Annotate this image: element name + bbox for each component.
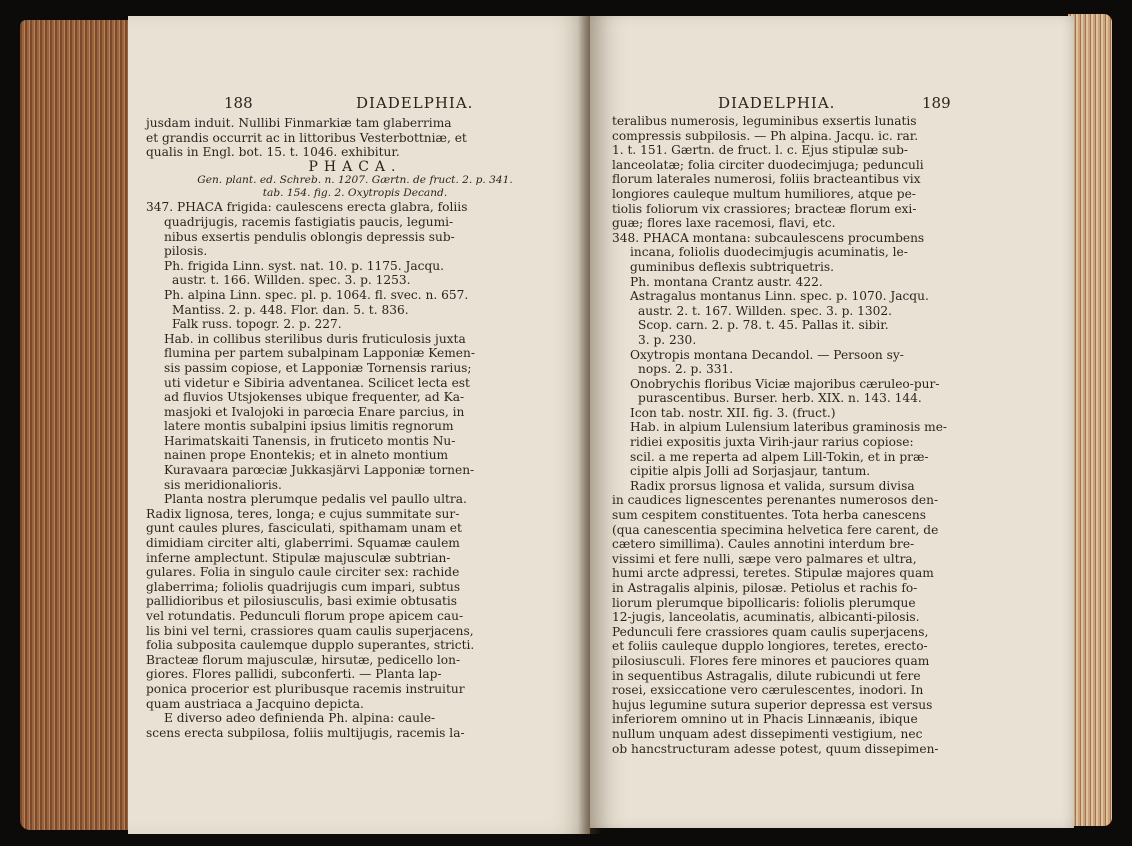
text-line: pallidioribus et pilosiusculis, basi eximie obtusatis	[146, 594, 458, 609]
text-line: tiolis foliorum vix crassiores; bracteæ florum exi-	[612, 201, 917, 216]
description-line: E diverso adeo definienda Ph. alpina: caule-	[164, 711, 436, 726]
text-line: cipitie alpis Jolli ad Sorjasjaur, tantum.	[630, 464, 871, 479]
right-page	[590, 16, 1074, 828]
text-line: uti videtur e Sibiria adventanea. Scilicet lecta est	[164, 375, 470, 390]
text-line: lanceolatæ; folia circiter duodecimjuga; pedunculi	[612, 157, 924, 172]
icon-reference: Icon tab. nostr. XII. fig. 3. (fruct.)	[630, 405, 836, 420]
text-line: ridiei expositis juxta Virih-jaur rarius copiose:	[630, 435, 914, 450]
text-line: compressis subpilosis. — Ph alpina. Jacqu. ic. rar.	[612, 128, 919, 143]
text-line: longiores cauleque multum humiliores, atque pe-	[612, 186, 916, 201]
text-line: Harimatskaiti Tanensis, in fruticeto montis Nu-	[164, 433, 456, 448]
running-head-left: DIADELPHIA.	[356, 94, 474, 112]
page-number-left: 188	[224, 94, 253, 112]
species-entry: 347. PHACA frigida: caulescens erecta glabra, foliis	[146, 200, 468, 215]
text-line: sis meridionalioris.	[164, 477, 282, 492]
text-line: 1. t. 151. Gærtn. de fruct. l. c. Ejus stipulæ sub-	[612, 143, 909, 158]
text-line: florum laterales numerosi, foliis bracteantibus vix	[612, 172, 921, 187]
text-line: dimidiam circiter alti, glaberrimi. Squamæ caulem	[146, 536, 460, 551]
text-line: humi arcte adpressi, teretes. Stipulæ majores quam	[612, 566, 934, 581]
text-line: ponica procerior est pluribusque racemis instruitur	[146, 681, 465, 696]
text-line: guminibus deflexis subtriquetris.	[630, 259, 835, 274]
text-line: inferne amplectunt. Stipulæ majusculæ subtrian-	[146, 550, 451, 565]
synonym-line: Ph. alpina Linn. spec. pl. p. 1064. fl. svec. n. 657.	[164, 287, 469, 302]
description-line: Planta nostra plerumque pedalis vel paullo ultra.	[164, 492, 467, 507]
text-line: Pedunculi fere crassiores quam caulis superjacens,	[612, 624, 929, 639]
synonym-line: purascentibus. Burser. herb. XIX. n. 143. 144.	[638, 391, 922, 406]
text-line: in Astragalis alpinis, pilosæ. Petiolus et rachis fo-	[612, 581, 918, 595]
text-line: lis bini vel terni, crassiores quam caulis superjacens,	[146, 623, 474, 638]
synonym-line: Scop. carn. 2. p. 78. t. 45. Pallas it. sibir.	[638, 318, 889, 333]
text-line: pilosiusculi. Flores fere minores et pauciores quam	[612, 653, 930, 668]
text-line: quadrijugis, racemis fastigiatis paucis, legumi-	[164, 214, 454, 229]
text-line: hujus legumine sutura superior depressa est versus	[612, 697, 933, 712]
page-number-right: 189	[922, 94, 951, 112]
synonym-line: Ph. montana Crantz austr. 422.	[630, 274, 823, 289]
synonym-line: Oxytropis montana Decandol. — Persoon sy-	[630, 347, 904, 362]
species-entry: 348. PHACA montana: subcaulescens procumbens	[612, 230, 925, 245]
left-page-edges	[20, 20, 132, 830]
text-line: liorum plerumque bipollicaris: foliolis plerumque	[612, 595, 916, 610]
text-line: vel rotundatis. Pedunculi florum prope apicem cau-	[146, 609, 464, 623]
text-line: nainen prope Enontekis; et in alneto montium	[164, 448, 449, 463]
text-line: in caudices lignescentes perenantes numerosos den-	[612, 493, 939, 508]
text-line: et foliis cauleque dupplo longiores, teretes, erecto-	[612, 639, 928, 654]
text-line: gulares. Folia in singulo caule circiter sex: rachide	[146, 565, 460, 580]
text-line: ob hancstructuram adesse potest, quum dissepimen-	[612, 741, 939, 756]
habitat-line: Hab. in collibus sterilibus duris fruticulosis juxta	[164, 331, 466, 346]
text-line: Radix lignosa, teres, longa; e cujus summitate sur-	[146, 506, 460, 521]
text-line: nibus exsertis pendulis oblongis depressis sub-	[164, 229, 455, 244]
text-line: et grandis occurrit ac in littoribus Vesterbottniæ, et	[146, 130, 467, 145]
text-line: pilosis.	[164, 244, 208, 259]
text-line: rosei, exsiccatione vero cærulescentes, inodori. In	[612, 683, 924, 698]
genus-reference: Gen. plant. ed. Schreb. n. 1207. Gærtn. de fruct. 2. p. 341.	[197, 174, 513, 187]
left-page-text	[146, 116, 564, 740]
text-line: Bracteæ florum majusculæ, hirsutæ, pedicello lon-	[146, 652, 461, 667]
text-line: inferiorem omnino ut in Phacis Linnæanis, ibique	[612, 712, 918, 727]
text-line: incana, foliolis duodecimjugis acuminatis, le-	[630, 245, 908, 260]
text-line: qualis in Engl. bot. 15. t. 1046. exhibitur.	[146, 145, 400, 160]
running-head-right: DIADELPHIA.	[718, 94, 836, 112]
text-line: latere montis subalpini ipsius limitis regnorum	[164, 419, 454, 434]
text-line: cætero simillima). Caules annotini interdum bre-	[612, 537, 915, 552]
genus-heading: PHACA.	[308, 158, 402, 175]
text-line: giores. Flores pallidi, subconferti. — Planta lap-	[146, 667, 442, 682]
text-line: masjoki et Ivalojoki in parœcia Enare parcius, in	[164, 404, 465, 419]
text-line: jusdam induit. Nullibi Finmarkiæ tam glaberrima	[146, 116, 452, 130]
text-line: sum cespitem constituentes. Tota herba canescens	[612, 508, 926, 523]
synonym-line: 3. p. 230.	[638, 332, 697, 347]
synonym-line: Ph. frigida Linn. syst. nat. 10. p. 1175. Jacqu.	[164, 258, 444, 273]
text-line: (qua canescentia specimina helvetica fere carent, de	[612, 522, 939, 537]
synonym-line: austr. 2. t. 167. Willden. spec. 3. p. 1302.	[638, 303, 893, 318]
text-line: sis passim copiose, et Lapponiæ Tornensis rarius;	[164, 360, 472, 375]
text-line: Kuravaara parœciæ Jukkasjärvi Lapponiæ tornen-	[164, 463, 475, 478]
text-line: flumina per partem subalpinam Lapponiæ Kemen-	[164, 346, 475, 361]
text-line: scil. a me reperta ad alpem Lill-Tokin, et in præ-	[630, 449, 929, 464]
synonym-line: Astragalus montanus Linn. spec. p. 1070. Jacqu.	[630, 289, 929, 304]
text-line: gunt caules plures, fasciculati, spithamam unam et	[146, 521, 462, 536]
habitat-line: Hab. in alpium Lulensium lateribus graminosis me-	[630, 420, 948, 435]
text-line: guæ; flores laxe racemosi, flavi, etc.	[612, 216, 836, 231]
text-line: glaberrima; foliolis quadrijugis cum impari, subtus	[146, 579, 461, 594]
description-line: Radix prorsus lignosa et valida, sursum divisa	[630, 478, 915, 493]
text-line: 12-jugis, lanceolatis, acuminatis, albicanti-pilosis.	[612, 610, 920, 625]
right-page-text	[612, 114, 1052, 756]
synonym-line: Onobrychis floribus Viciæ majoribus cæruleo-pur-	[630, 376, 940, 391]
synonym-line: austr. t. 166. Willden. spec. 3. p. 1253.	[172, 273, 411, 288]
text-line: ad fluvios Utsjokenses ubique frequenter, ad Ka-	[164, 390, 465, 405]
synonym-line: Falk russ. topogr. 2. p. 227.	[172, 317, 342, 332]
text-line: scens erecta subpilosa, foliis multijugis, racemis la-	[146, 725, 465, 740]
text-line: vissimi et fere nulli, sæpe vero palmares et ultra,	[612, 551, 917, 566]
synonym-line: Mantiss. 2. p. 448. Flor. dan. 5. t. 836.	[172, 302, 409, 317]
synonym-line: nops. 2. p. 331.	[638, 362, 734, 377]
left-page	[128, 16, 590, 834]
text-line: nullum unquam adest dissepimenti vestigium, nec	[612, 726, 923, 741]
genus-reference: tab. 154. fig. 2. Oxytropis Decand.	[262, 187, 448, 200]
text-line: teralibus numerosis, leguminibus exsertis lunatis	[612, 114, 917, 128]
text-line: quam austriaca a Jacquino depicta.	[146, 696, 364, 711]
text-line: folia subposita caulemque dupplo superantes, stricti.	[146, 638, 475, 653]
text-line: in sequentibus Astragalis, dilute rubicundi ut fere	[612, 668, 921, 683]
right-page-edges	[1068, 14, 1112, 826]
